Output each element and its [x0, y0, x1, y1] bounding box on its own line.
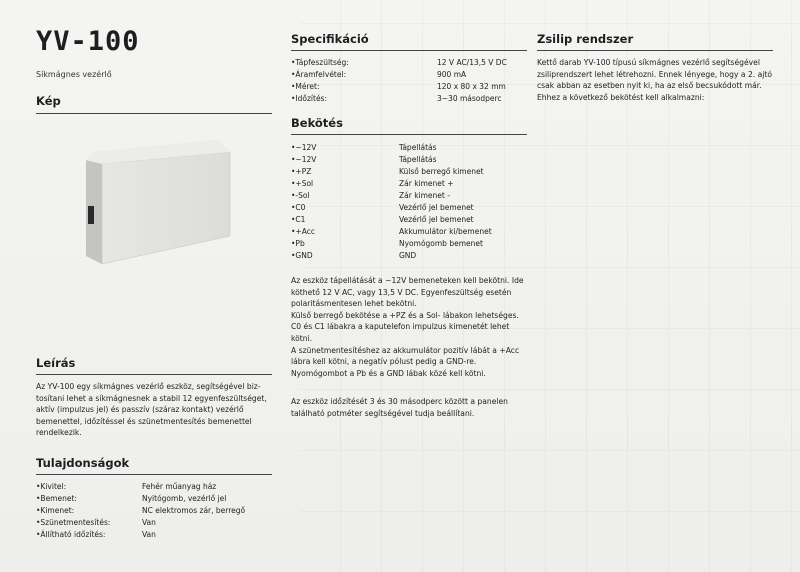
- spec-value: 12 V AC/13,5 V DC: [437, 58, 507, 67]
- airlock-line: Ehhez a következő bekötést kell alkalmazni:: [537, 92, 705, 102]
- wiring-desc: Akkumulátor ki/bemenet: [399, 227, 492, 236]
- description-text: [36, 381, 267, 439]
- property-label: •Állítható időzítés:: [36, 530, 106, 539]
- wiring-pin: •C1: [291, 215, 306, 224]
- wiring-note-line: köthető 12 V AC, vagy 13,5 V DC. Egyenfeszültség esetén: [291, 287, 512, 297]
- wiring-note-line: polaritásmentesen lehet bekötni.: [291, 299, 417, 309]
- description-line: Az YV-100 egy síkmágnes vezérlő eszköz, segítségével biz-: [36, 382, 261, 391]
- wiring-note-line: kötni.: [291, 333, 313, 343]
- wiring-note-line: C0 és C1 lábakra a kaputelefon impulzus kimenetét lehet: [291, 322, 510, 332]
- timing-note-line: Az eszköz időzítését 3 és 30 másodperc között a panelen: [291, 397, 508, 406]
- airlock-heading-rule: [537, 50, 773, 51]
- property-value: Fehér műanyag ház: [142, 482, 217, 491]
- spec-label: •Áramfelvétel:: [291, 70, 347, 79]
- wiring-desc: GND: [399, 251, 417, 260]
- description-line: bemenettel, időzítéssel és szünetmentesítés bemenettel: [36, 416, 252, 426]
- spec-label: •Méret:: [291, 82, 320, 91]
- wiring-note-line: lábra kell kötni, a negatív pólust pedig a GND-re.: [291, 357, 477, 367]
- product-subtitle: Síkmágnes vezérlő: [36, 70, 112, 79]
- product-title: YV-100: [36, 26, 140, 57]
- property-value: Nyitógomb, vezérlő jel: [142, 494, 227, 503]
- spec-value: 3~30 másodperc: [437, 94, 502, 103]
- property-value: Van: [142, 530, 156, 539]
- wiring-note-line: Külső berregő bekötése a +PZ és a Sol- lábakon lehetséges.: [291, 310, 519, 320]
- wiring-pin: •GND: [291, 251, 313, 260]
- spec-value: 900 mA: [437, 70, 467, 79]
- wiring-note-line: A szünetmentesítéshez az akkumulátor pozitív lábát a +Acc: [291, 345, 520, 355]
- device-terminal-icon: [88, 206, 94, 224]
- property-value: NC elektromos zár, berregő: [142, 506, 246, 515]
- wiring-desc: Nyomógomb bemenet: [399, 239, 483, 248]
- timing-note-line: található potméter segítségével tudja beállítani.: [291, 408, 475, 418]
- property-label: •Kimenet:: [36, 506, 75, 515]
- wiring-pin: •+Acc: [291, 227, 315, 236]
- description-heading-rule: [36, 374, 272, 375]
- wiring-desc: Külső berregő kimenet: [399, 167, 484, 176]
- description-line: tosítani lehet a síkmágnesnek a stabil 12 egyenfeszültséget,: [36, 393, 267, 403]
- property-label: •Bemenet:: [36, 494, 77, 503]
- wiring-desc: Tápellátás: [399, 155, 437, 164]
- airlock-line: zsiliprendszert lehet létrehozni. Ennek lényege, hogy a 2. ajtó: [537, 69, 773, 79]
- wiring-desc: Tápellátás: [399, 143, 437, 152]
- airlock-text: [537, 57, 772, 103]
- property-label: •Szünetmentesítés:: [36, 518, 111, 527]
- spec-heading-rule: [291, 50, 527, 51]
- wiring-pin: •-Sol: [291, 191, 310, 200]
- wiring-heading: Bekötés: [291, 116, 343, 130]
- image-heading-rule: [36, 113, 272, 114]
- wiring-pin: •+Sol: [291, 179, 314, 188]
- airlock-line: csak abban az esetben nyit ki, ha az első becsukódott már.: [537, 81, 762, 91]
- spec-label: •Tápfeszültség:: [291, 58, 349, 67]
- spec-value: 120 x 80 x 32 mm: [437, 82, 506, 91]
- wiring-pin: •~12V: [291, 143, 317, 152]
- wiring-pin: •+PZ: [291, 167, 312, 176]
- airlock-line: Kettő darab YV-100 típusú síkmágnes vezérlő segítségével: [537, 58, 760, 67]
- spec-label: •Időzítés:: [291, 94, 327, 103]
- properties-heading-rule: [36, 474, 272, 475]
- spec-heading: Specifikáció: [291, 32, 369, 46]
- description-line: aktív (impulzus jel) és passzív (száraz kontakt) vezérlő: [36, 405, 244, 415]
- wiring-heading-rule: [291, 134, 527, 135]
- image-heading: Kép: [36, 94, 61, 108]
- wiring-note-line: Az eszköz tápellátását a ~12V bemeneteken kell bekötni. Ide: [291, 276, 524, 285]
- wiring-notes: [291, 275, 524, 379]
- description-heading: Leírás: [36, 356, 76, 370]
- property-value: Van: [142, 518, 156, 527]
- wiring-pin: •~12V: [291, 155, 317, 164]
- timing-notes: [291, 396, 508, 419]
- wiring-note-line: Nyomógombot a Pb és a GND lábak közé kell kötni.: [291, 368, 486, 378]
- property-label: •Kivitel:: [36, 482, 67, 491]
- wiring-pin: •C0: [291, 203, 306, 212]
- wiring-desc: Zár kimenet -: [399, 191, 450, 200]
- wiring-desc: Vezérlő jel bemenet: [399, 215, 474, 224]
- airlock-heading: Zsilip rendszer: [537, 32, 634, 46]
- properties-heading: Tulajdonságok: [36, 456, 130, 470]
- wiring-desc: Zár kimenet +: [399, 179, 454, 188]
- wiring-desc: Vezérlő jel bemenet: [399, 203, 474, 212]
- device-photo: [72, 138, 232, 266]
- description-line: rendelkezik.: [36, 428, 82, 438]
- wiring-pin: •Pb: [291, 239, 305, 248]
